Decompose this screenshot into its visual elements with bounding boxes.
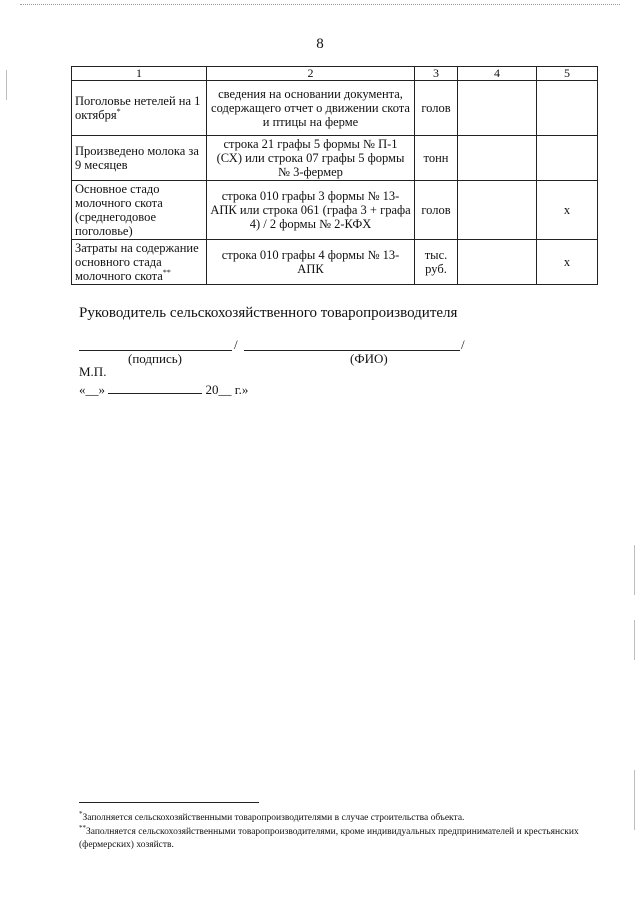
source-cell: строка 010 графы 3 формы № 13-АПК или строка 061 (графа 3 + графа 4) / 2 формы № 2-КФХ	[207, 181, 415, 240]
scan-artifact-edge	[634, 545, 635, 595]
mark-cell: х	[537, 240, 598, 285]
indicator-cell	[72, 181, 207, 240]
indicators-table	[71, 66, 598, 285]
unit-cell: тыс. руб.	[415, 240, 458, 285]
indicator-text: Произведено молока за 9 месяцев	[75, 144, 199, 173]
indicator-cell	[72, 240, 207, 285]
table-row	[72, 240, 598, 285]
source-cell: сведения на основании документа, содержащего отчет о движении скота и птицы на ферме	[207, 81, 415, 136]
scan-artifact-top	[20, 4, 620, 5]
value-cell	[458, 81, 537, 136]
mark-cell	[537, 81, 598, 136]
scan-artifact-edge	[6, 70, 7, 100]
value-cell	[458, 136, 537, 181]
name-separator: /	[461, 337, 465, 352]
footnote-mark: **	[162, 268, 171, 278]
column-number: 5	[537, 67, 598, 81]
indicator-cell	[72, 136, 207, 181]
footnote-mark: *	[79, 809, 83, 818]
mark-cell	[537, 136, 598, 181]
signature-separator: /	[234, 337, 238, 352]
indicator-text: Поголовье нетелей на 1 октября	[75, 94, 201, 123]
value-cell	[458, 240, 537, 285]
scan-artifact-edge	[634, 620, 635, 660]
footnote-mark: *	[116, 107, 121, 117]
signature-title: Руководитель сельскохозяйственного товаропроизводителя	[79, 305, 458, 321]
scan-artifact-edge	[634, 770, 635, 830]
signature-caption: (подпись)	[128, 351, 182, 366]
unit-cell: тонн	[415, 136, 458, 181]
footnote-divider	[79, 802, 259, 803]
footnote	[79, 809, 599, 825]
indicator-text: Затраты на содержание основного стада молочного скота	[75, 241, 199, 284]
date-month-blank	[108, 382, 202, 394]
page-number: 8	[316, 36, 324, 52]
footnote-text: Заполняется сельскохозяйственными товаропроизводителями, кроме индивидуальных предпринимателей и крестьянских (фермерских) хозяйств.	[79, 827, 579, 850]
unit-cell: голов	[415, 81, 458, 136]
source-cell: строка 21 графы 5 формы № П-1 (СХ) или строка 07 графы 5 формы № 3-фермер	[207, 136, 415, 181]
date-year-prefix: 20	[205, 382, 219, 397]
footnote	[79, 823, 599, 852]
table-row	[72, 81, 598, 136]
date-year-blank: __	[218, 382, 232, 397]
table-row	[72, 136, 598, 181]
footnote-mark: **	[79, 823, 86, 832]
indicator-text: Основное стадо молочного скота (среднегодовое поголовье)	[75, 182, 163, 239]
column-number: 2	[207, 67, 415, 81]
indicator-cell	[72, 81, 207, 136]
table-header-row	[72, 67, 598, 81]
value-cell	[458, 181, 537, 240]
date-day-blank: __	[85, 382, 99, 397]
date-quote-close: »	[98, 382, 105, 397]
stamp-place: М.П.	[79, 364, 107, 379]
date-quote-open: «	[79, 382, 86, 397]
column-number: 1	[72, 67, 207, 81]
mark-cell: х	[537, 181, 598, 240]
name-caption: (ФИО)	[350, 351, 388, 366]
column-number: 4	[458, 67, 537, 81]
source-cell: строка 010 графы 4 формы № 13-АПК	[207, 240, 415, 285]
column-number: 3	[415, 67, 458, 81]
date-suffix: г.»	[234, 382, 249, 397]
table-row	[72, 181, 598, 240]
footnote-text: Заполняется сельскохозяйственными товаропроизводителями в случае строительства объекта.	[82, 813, 465, 823]
date-line	[79, 382, 248, 398]
unit-cell: голов	[415, 181, 458, 240]
